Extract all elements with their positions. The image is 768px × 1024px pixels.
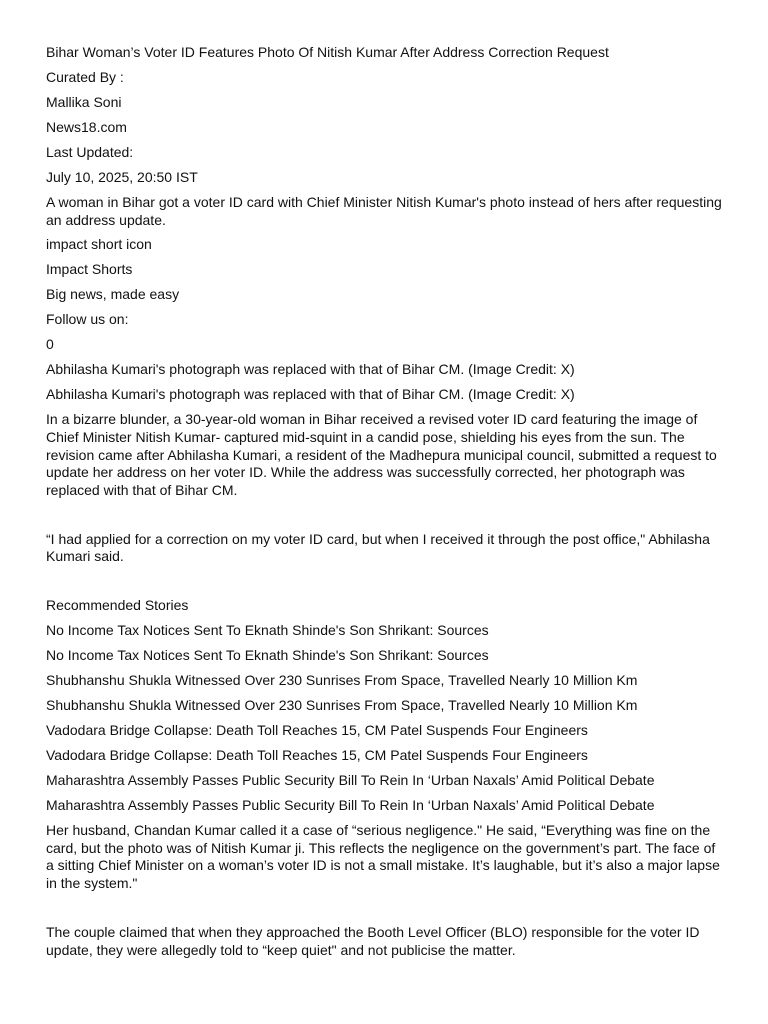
source-name: News18.com <box>46 118 127 135</box>
recommended-stories-heading: Recommended Stories <box>46 597 189 614</box>
curated-by-label: Curated By : <box>46 68 124 85</box>
recommended-story-link[interactable]: No Income Tax Notices Sent To Eknath Shinde's Son Shrikant: Sources <box>46 622 489 639</box>
impact-shorts-tagline: Big news, made easy <box>46 286 180 303</box>
body-paragraph: In a bizarre blunder, a 30-year-old woman in Bihar received a revised voter ID card featuring the image of Chief Minister Nitish Kumar- captured mid-squint in a candid pose, shielding his eyes from the sun. The revision came after Abhilasha Kumari, a resident of the Madhepura municipal council, submitted a request to update her address on her voter ID. While the address was successfully corrected, her photograph was replaced with that of Bihar CM. <box>46 411 717 498</box>
paragraph-spacer <box>46 900 726 924</box>
impact-short-icon: impact short icon <box>46 236 152 253</box>
author-name[interactable]: Mallika Soni <box>46 93 122 110</box>
article-headline: Bihar Woman’s Voter ID Features Photo Of Nitish Kumar After Address Correction Request <box>46 44 609 60</box>
body-paragraph: The couple claimed that when they approached the Booth Level Officer (BLO) responsible for the voter ID update, they were allegedly told to “keep quiet" and not publicise the matter. <box>46 923 700 958</box>
last-updated-label: Last Updated: <box>46 143 134 160</box>
image-caption: Abhilasha Kumari's photograph was replaced with that of Bihar CM. (Image Credit: X) <box>46 386 575 403</box>
recommended-story-link[interactable]: Maharashtra Assembly Passes Public Security Bill To Rein In ‘Urban Naxals’ Amid Political Debate <box>46 772 655 789</box>
article-timestamp: July 10, 2025, 20:50 IST <box>46 168 198 185</box>
follow-us-label: Follow us on: <box>46 311 129 328</box>
article-summary: A woman in Bihar got a voter ID card with Chief Minister Nitish Kumar's photo instead of hers after requesting an address update. <box>46 193 722 228</box>
share-count: 0 <box>46 336 54 353</box>
recommended-story-link[interactable]: Vadodara Bridge Collapse: Death Toll Reaches 15, CM Patel Suspends Four Engineers <box>46 722 588 739</box>
paragraph-spacer <box>46 507 726 531</box>
article-page <box>46 44 726 967</box>
body-paragraph: Her husband, Chandan Kumar called it a case of “serious negligence." He said, “Everything was fine on the card, but the photo was of Nitish Kumar ji. This reflects the negligence on the government’s part. The face of a sitting Chief Minister on a woman’s voter ID is not a small mistake. It’s laughable, but it’s also a major lapse in the system." <box>46 822 720 891</box>
recommended-story-link[interactable]: Shubhanshu Shukla Witnessed Over 230 Sunrises From Space, Travelled Nearly 10 Million Km <box>46 697 638 714</box>
recommended-story-link[interactable]: Vadodara Bridge Collapse: Death Toll Reaches 15, CM Patel Suspends Four Engineers <box>46 747 588 764</box>
image-caption: Abhilasha Kumari's photograph was replaced with that of Bihar CM. (Image Credit: X) <box>46 361 575 378</box>
impact-shorts-title[interactable]: Impact Shorts <box>46 261 133 278</box>
recommended-story-link[interactable]: Maharashtra Assembly Passes Public Security Bill To Rein In ‘Urban Naxals’ Amid Political Debate <box>46 797 655 814</box>
paragraph-spacer <box>46 573 726 597</box>
body-paragraph: “I had applied for a correction on my voter ID card, but when I received it through the post office," Abhilasha Kumari said. <box>46 530 710 565</box>
recommended-story-link[interactable]: No Income Tax Notices Sent To Eknath Shinde's Son Shrikant: Sources <box>46 647 489 664</box>
recommended-story-link[interactable]: Shubhanshu Shukla Witnessed Over 230 Sunrises From Space, Travelled Nearly 10 Million Km <box>46 672 638 689</box>
